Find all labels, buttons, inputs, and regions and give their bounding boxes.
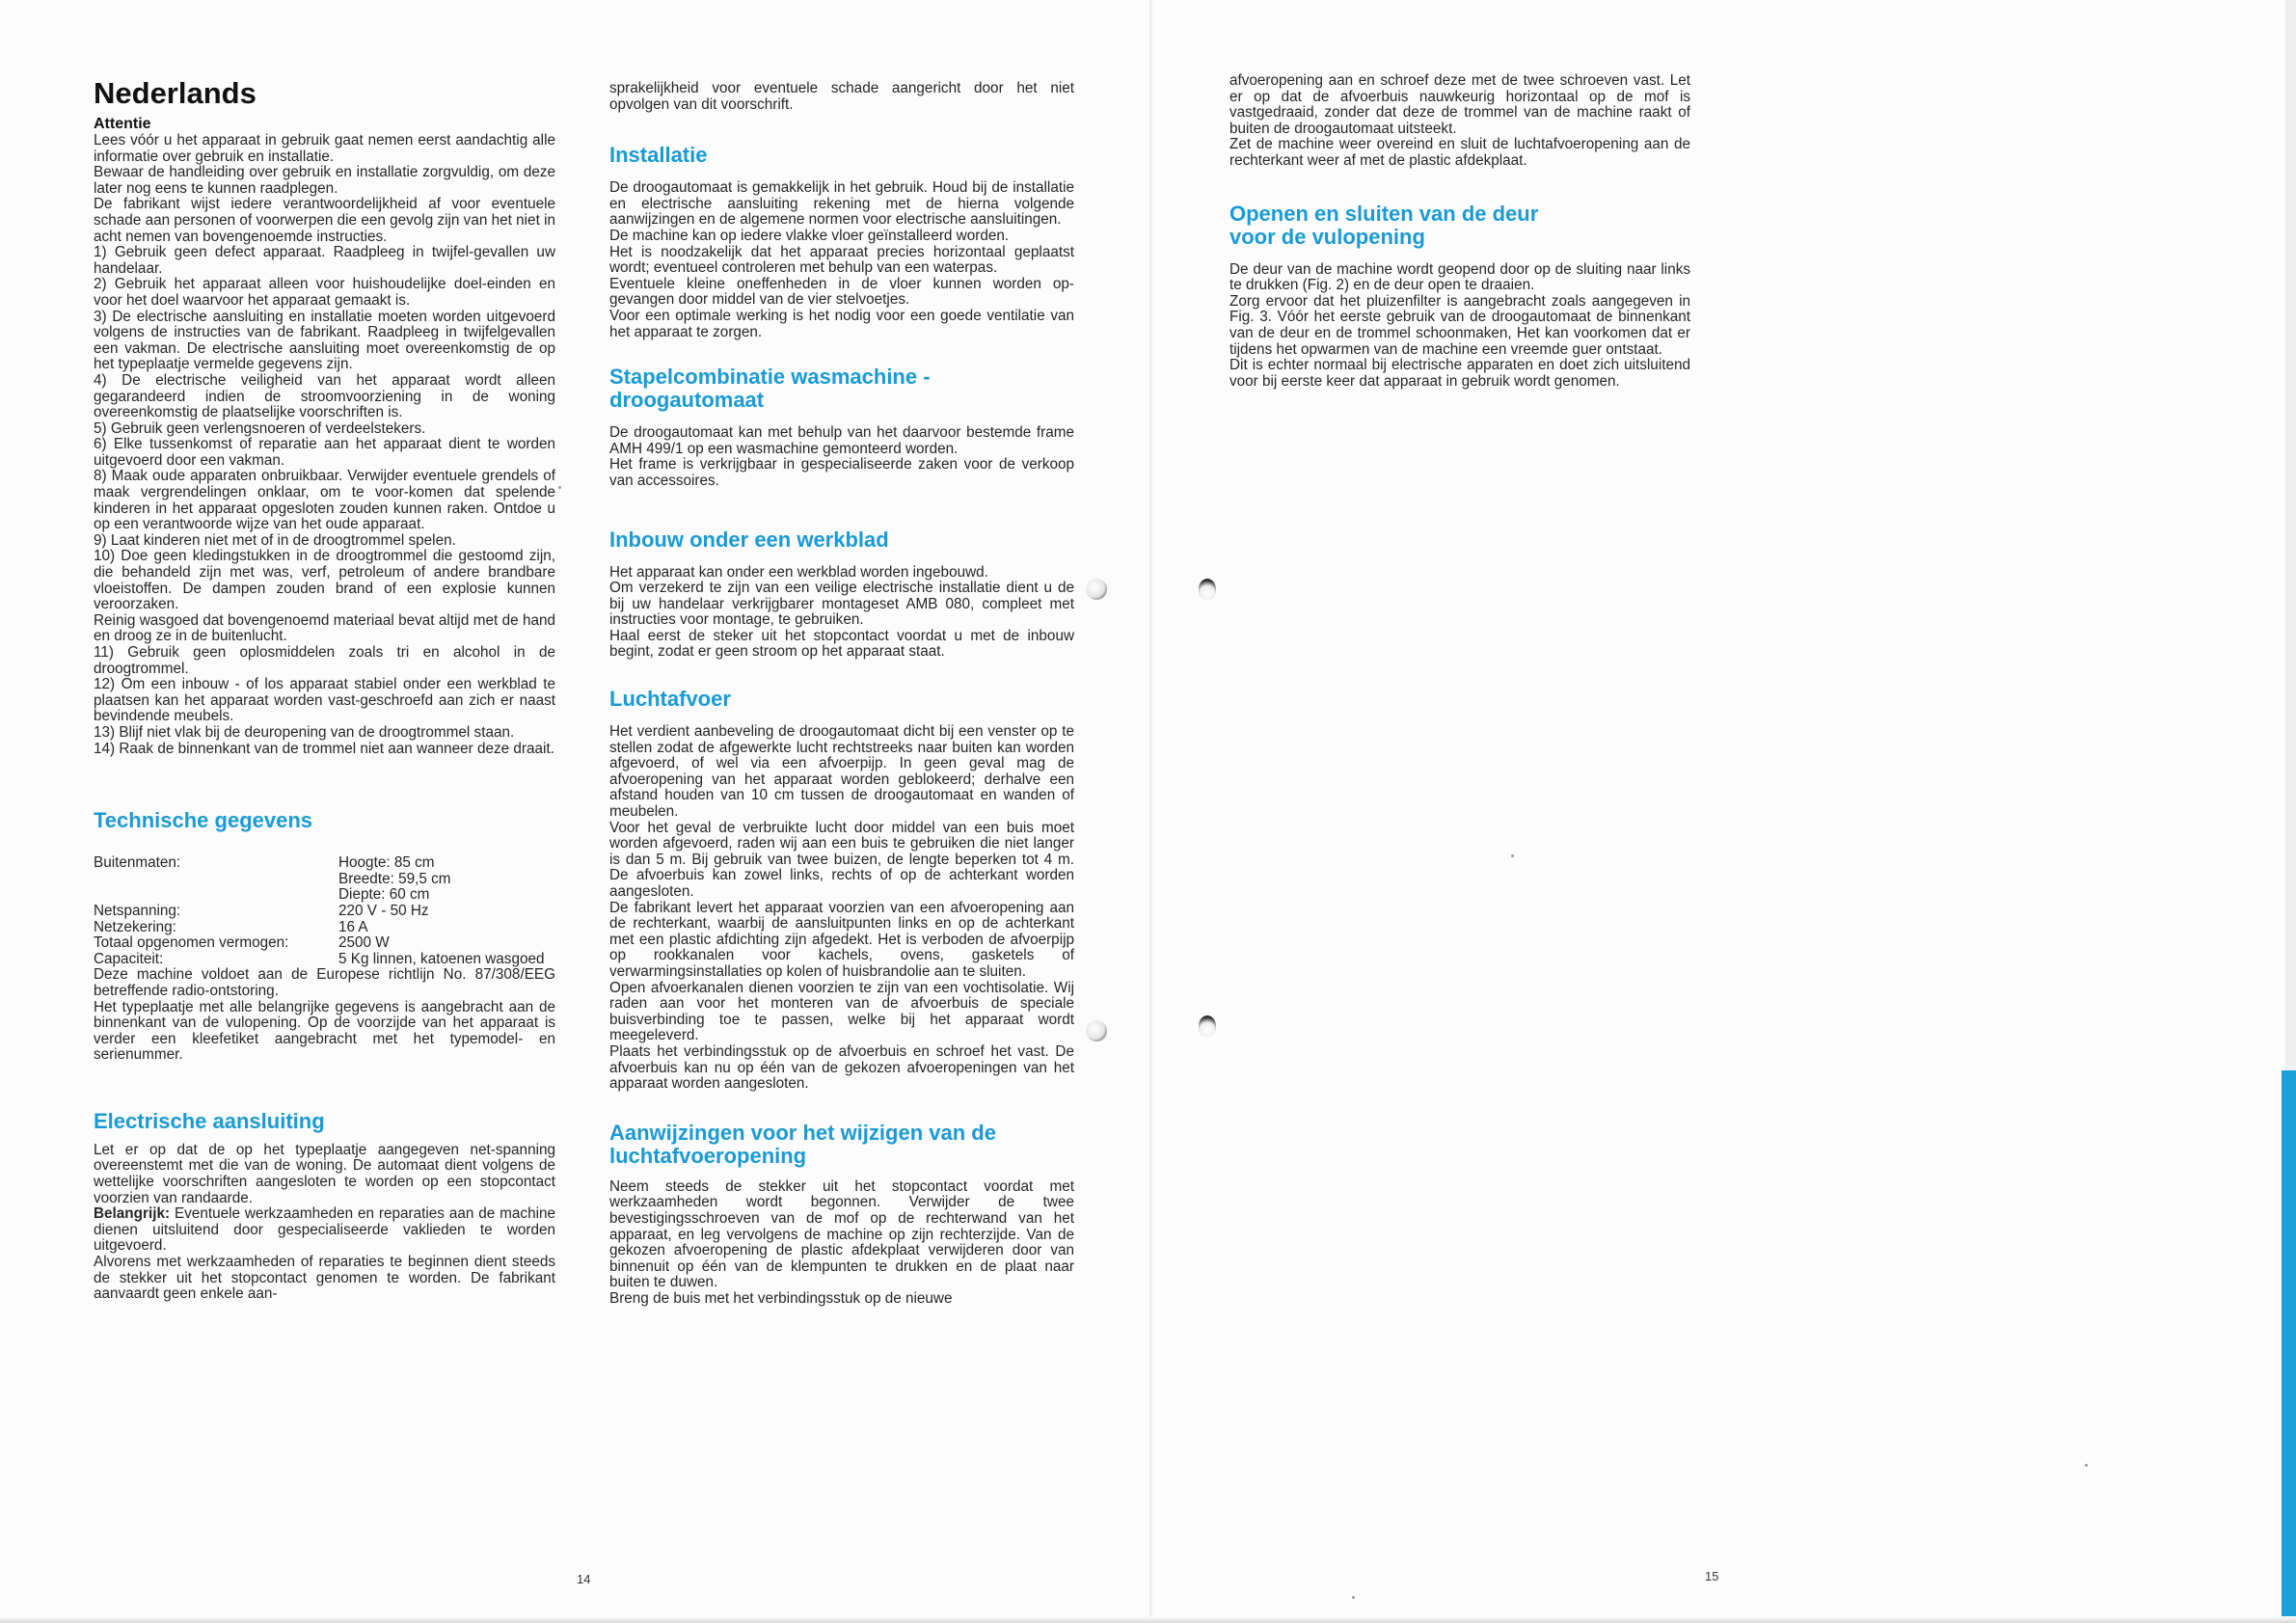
spec-label: Buitenmaten:: [94, 854, 181, 872]
builtin-heading: Inbouw onder een werkblad: [609, 527, 889, 552]
continued-text: sprakelijkheid voor eventuele schade aangericht door het niet opvolgen van dit voorschrift.: [609, 80, 1074, 113]
page-number-right: 15: [1705, 1569, 1719, 1583]
right-column: [1229, 73, 1690, 390]
page-title: Nederlands: [94, 76, 257, 110]
door-heading: Openen en sluiten van de deur voor de vulopening: [1229, 201, 1539, 249]
spec-table: [94, 855, 555, 967]
left-column-2: [609, 81, 1074, 1307]
exhaust-heading: Luchtafvoer: [609, 687, 731, 712]
stacking-text: De droogautomaat kan met behulp van het daarvoor bestemde frame AMH 499/1 op een wasmachine gemonteerd worden. Het frame is verkrijgbaar in gespecialiseerde zaken voor de verkoop van accessoires.: [609, 424, 1074, 489]
blue-page-edge: [2282, 1070, 2296, 1623]
speck: [2085, 1464, 2088, 1467]
builtin-text: Het apparaat kan onder een werkblad worden ingebouwd. Om verzekerd te zijn van een veilige electrische installatie dient u de bij uw handelaar verkrijgbarer montageset AMB 080, compleet met instructies voor montage, te gebruiken. Haal eerst de steker uit het stopcontact voordat u met de inbouw begint, zodat er geen stroom op het apparaat staat.: [609, 563, 1074, 661]
speck: [1352, 1596, 1355, 1599]
spec-label: Totaal opgenomen vermogen:: [94, 934, 289, 952]
spec-value: 220 V - 50 Hz: [338, 902, 429, 919]
punch-hole-right-bottom: [1199, 1015, 1216, 1037]
exhaust-text: Het verdient aanbeveling de droogautomaat dicht bij een venster op te stellen zodat de afgewerkte lucht rechtstreeks naar buiten kan worden afgevoerd, of wel via een afvoerpijp. In geen geval mag de afvoeropening van het apparaat worden geblokeerd; derhalve een afstand houden van 10 cm tussen de droogautomaat en wanden of meubelen. Voor het geval de verbruikte lucht door middel van een buis moet worden afgevoerd, raden wij aan een buis te gebruiken die niet langer is dan 5 m. Bij gebruik van twee buizen, de lengte beperken tot 4 m. De afvoerbuis kan zowel links, rechts of op de achterkant worden aangesloten. De fabrikant levert het apparaat voorzien van een afvoeropening aan de rechterkant, waarbij de aansluitpunten links en op de achterkant met een plastic afdichting zijn afgedekt. Het is verboden de afvoerpijp op rookkanalen voor kachels, ovens, gasketels of verwarmingsinstallaties op kolen of huisbrandolie aan te sluiten. Open afvoerkanalen dienen voorzien te zijn van een vochtisolatie. Wij raden aan voor het monteren van de afvoerbuis de speciale buisverbinding toe te passen, welke bij het apparaat wordt meegeleverd. Plaats het verbindingsstuk op de afvoerbuis en schroef het vast. De afvoerbuis kan nu op één van de gekozen afvoeropeningen van het apparaat worden aangesloten.: [609, 723, 1074, 1093]
electrical-text: Let er op dat de op het typeplaatje aangegeven net-spanning overeenstemt met die van de woning. De automaat dient volgens de wettelijke voorschriften aangesloten te worden op een stopcontact voorzien van randaarde.: [94, 1141, 555, 1206]
spec-label: Capaciteit:: [94, 950, 164, 967]
attention-heading: Attentie: [94, 116, 151, 132]
important-label: Belangrijk:: [94, 1205, 171, 1223]
installation-text: De droogautomaat is gemakkelijk in het gebruik. Houd bij de installatie en electrische aansluiting rekening met de hierna volgende aanwijzingen en de algemene normen voor electrische aansluitingen. De machine kan op iedere vlakke vloer geïnstalleerd worden. Het is noodzakelijk dat het apparaat precies horizontaal geplaatst wordt; eventueel controleren met behulp van een waterpas. Eventuele kleine oneffenheden in de vloer kunnen worden op-gevangen door middel van de vier stelvoetjes. Voor een optimale werking is het nodig voor een goede ventilatie van het apparaat te zorgen.: [609, 179, 1074, 340]
spec-value: Hoogte: 85 cm Breedte: 59,5 cm Diepte: 60 cm: [338, 854, 451, 904]
tech-heading: Technische gegevens: [94, 808, 313, 833]
bottom-shadow: [0, 1616, 2296, 1623]
spec-label: Netzekering:: [94, 918, 176, 935]
spec-label: Netspanning:: [94, 902, 181, 919]
speck: [558, 486, 561, 489]
attention-text: Lees vóór u het apparaat in gebruik gaat nemen eerst aandachtig alle informatie over gebruik en installatie. Bewaar de handleiding over gebruik en installatie zorgvuldig, om deze later nog eens te kunnen raadplegen. De fabrikant wijst iedere verantwoordelijkheid af voor eventuele schade aan personen of voorwerpen die een gevolg zijn van het niet in acht nemen van bovengenoemde instructies. 1) Gebruik geen defect apparaat. Raadpleeg in twijfel-gevallen uw handelaar. 2) Gebruik het apparaat alleen voor huishoudelijke doel-einden en voor het doel waarvoor het apparaat gemaakt is. 3) De electrische aansluiting en installatie moeten worden uitgevoerd volgens de instructies van de fabrikant. Raadpleeg in twijfelgevallen een vakman. De electrische aansluiting moet overeenkomstig de op het typeplaatje vermelde gegevens zijn. 4) De electrische veiligheid van het apparaat wordt alleen gegarandeerd indien de stroomvoorziening in de woning overeenkomstig de plaatselijke voorschriften is. 5) Gebruik geen verlengsnoeren of verdeelstekers. 6) Elke tussenkomst of reparatie aan het apparaat dient te worden uitgevoerd door een vakman. 8) Maak oude apparaten onbruikbaar. Verwijder eventuele grendels of maak vergrendelingen onklaar, om te voor-komen dat spelende kinderen in het apparaat opgesloten zouden kunnen raken. Ontdoe u op een verantwoorde wijze van het oude apparaat. 9) Laat kinderen niet met of in de droogtrommel spelen. 10) Doe geen kledingstukken in de droogtrommel die gestoomd zijn, die behandeld zijn met was, verf, petroleum of andere brandbare vloeistoffen. De dampen zouden brand of een explosie kunnen veroorzaken. Reinig wasgoed dat bovengenoemd materiaal bevat altijd met de hand en droog ze in de buitenlucht. 11) Gebruik geen oplosmiddelen zoals tri en alcohol in de droogtrommel. 12) Om een inbouw - of los apparaat stabiel onder een werkblad te plaatsen kan het apparaat worden vast-geschroefd aan zich er naast bevindende meubels. 13) Blijf niet vlak bij de deuropening van de droogtrommel staan. 14) Raak de binnenkant van de trommel niet aan wanneer deze draait.: [94, 132, 555, 757]
tech-text: Deze machine voldoet aan de Europese richtlijn No. 87/308/EEG betreffende radio-ontstoring. Het typeplaatje met alle belangrijke gegevens is aangebracht aan de binnenkant van de vulopening. Op de voorzijde van het apparaat is verder een kleefetiket aangebracht met het typemodel- en serienummer.: [94, 966, 555, 1064]
speck: [1511, 854, 1514, 857]
punch-hole-left-bottom: [1086, 1020, 1107, 1041]
left-column-1: [94, 77, 555, 1303]
page-fold: [1149, 0, 1152, 1623]
spec-value: 5 Kg linnen, katoenen wasgoed: [338, 950, 545, 967]
spec-value: 16 A: [338, 918, 368, 935]
installation-heading: Installatie: [609, 143, 708, 168]
continued-text-right: afvoeropening aan en schroef deze met de twee schroeven vast. Let er op dat de afvoerbuis nauwkeurig horizontaal op de mof is vastgedraaid, zonder dat deze de trommel van de machine raakt of buiten de droogautomaat uitsteekt. Zet de machine weer overeind en sluit de luchtafvoeropening aan de rechterkant weer af met de plastic afdekplaat.: [1229, 72, 1690, 169]
page-number-left: 14: [577, 1572, 591, 1586]
page-edge: [2285, 0, 2296, 1070]
punch-hole-right-top: [1199, 579, 1216, 600]
spec-value: 2500 W: [338, 934, 390, 952]
punch-hole-left-top: [1086, 579, 1107, 600]
important-text: Eventuele werkzaamheden en reparaties aan de machine dienen uitsluitend door gespecialiseerde vaklieden te worden uitgevoerd. Alvorens met werkzaamheden of reparaties te beginnen dient steeds de stekker uit het stopcontact genomen te worden. De fabrikant aanvaardt geen enkele aan-: [94, 1205, 555, 1303]
stacking-heading: Stapelcombinatie wasmachine - droogautomaat: [609, 365, 931, 413]
door-text: De deur van de machine wordt geopend door op de sluiting naar links te drukken (Fig. 2) en de deur open te draaien. Zorg ervoor dat het pluizenfilter is aangebracht zoals aangegeven in Fig. 3. Vóór het eerste gebruik van de droogautomaat de binnenkant van de deur en de trommel schoonmaken, Het kan voorkomen dat er tijdens het opwarmen van de machine een vreemde guer ontstaat. Dit is echter normaal bij electrische apparaten en doet zich uitsluitend voor bij eerste keer dat apparaat in gebruik wordt genomen.: [1229, 260, 1690, 390]
change-exhaust-text: Neem steeds de stekker uit het stopcontact voordat met werkzaamheden wordt begonnen. Verwijder de twee bevestigingsschroeven van de mof op de rechterwand van het apparaat, en leg vervolgens de machine op zijn rechterzijde. Van de gekozen afvoeropening de plastic afdekplaat verwijderen door van binnenuit op één van de klempunten te drukken en de plaat naar buiten te duwen. Breng de buis met het verbindingsstuk op de nieuwe: [609, 1177, 1074, 1307]
change-exhaust-heading: Aanwijzingen voor het wijzigen van de luchtafvoeropening: [609, 1120, 996, 1168]
electrical-important: [94, 1206, 555, 1303]
electrical-heading: Electrische aansluiting: [94, 1108, 325, 1133]
